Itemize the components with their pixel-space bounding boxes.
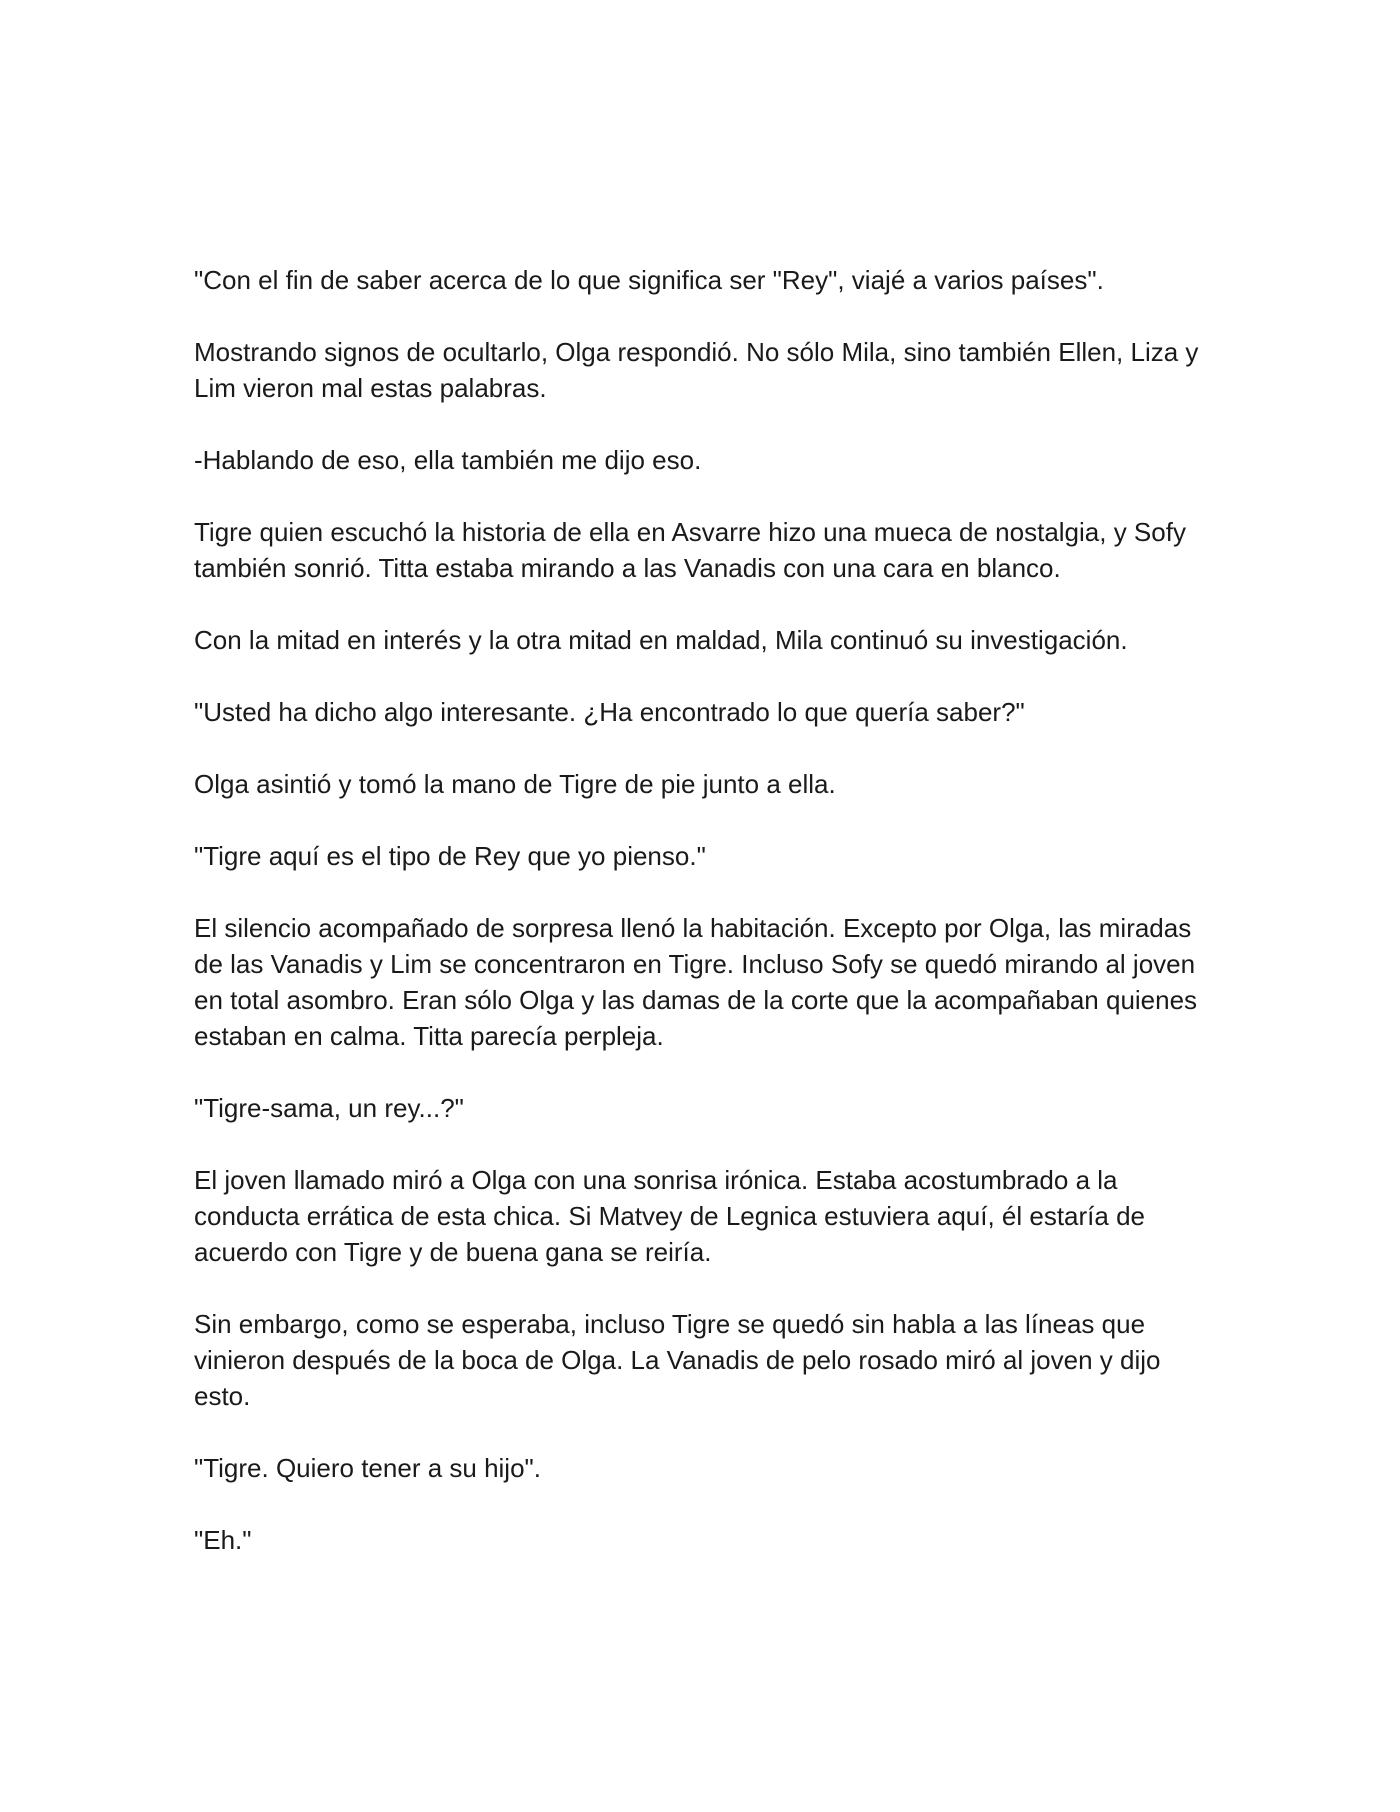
paragraph: -Hablando de eso, ella también me dijo eso.: [194, 445, 702, 475]
paragraph: El silencio acompañado de sorpresa llenó la habitación. Excepto por Olga, las miradas de las Vanadis y Lim se concentraron en Tigre. Incluso Sofy se quedó mirando al joven en total asombro. Eran sólo Olga y las damas de la corte que la acompañaban quienes estaban en calma. Titta parecía perpleja.: [194, 913, 1198, 1051]
paragraph: Con la mitad en interés y la otra mitad en maldad, Mila continuó su investigación.: [194, 625, 1128, 655]
document-body: [194, 262, 1206, 1594]
paragraph: "Eh.": [194, 1525, 252, 1555]
paragraph: "Tigre. Quiero tener a su hijo".: [194, 1453, 541, 1483]
paragraph: Tigre quien escuchó la historia de ella en Asvarre hizo una mueca de nostalgia, y Sofy también sonrió. Titta estaba mirando a las Vanadis con una cara en blanco.: [194, 517, 1186, 583]
paragraph: "Tigre-sama, un rey...?": [194, 1093, 464, 1123]
paragraph: "Tigre aquí es el tipo de Rey que yo pienso.": [194, 841, 706, 871]
paragraph: El joven llamado miró a Olga con una sonrisa irónica. Estaba acostumbrado a la conducta errática de esta chica. Si Matvey de Legnica estuviera aquí, él estaría de acuerdo con Tigre y de buena gana se reiría.: [194, 1165, 1145, 1267]
paragraph: Olga asintió y tomó la mano de Tigre de pie junto a ella.: [194, 769, 836, 799]
paragraph: "Con el fin de saber acerca de lo que significa ser "Rey", viajé a varios países".: [194, 265, 1104, 295]
paragraph: Sin embargo, como se esperaba, incluso Tigre se quedó sin habla a las líneas que vinieron después de la boca de Olga. La Vanadis de pelo rosado miró al joven y dijo esto.: [194, 1309, 1161, 1411]
paragraph: Mostrando signos de ocultarlo, Olga respondió. No sólo Mila, sino también Ellen, Liza y Lim vieron mal estas palabras.: [194, 337, 1199, 403]
paragraph: "Usted ha dicho algo interesante. ¿Ha encontrado lo que quería saber?": [194, 697, 1025, 727]
